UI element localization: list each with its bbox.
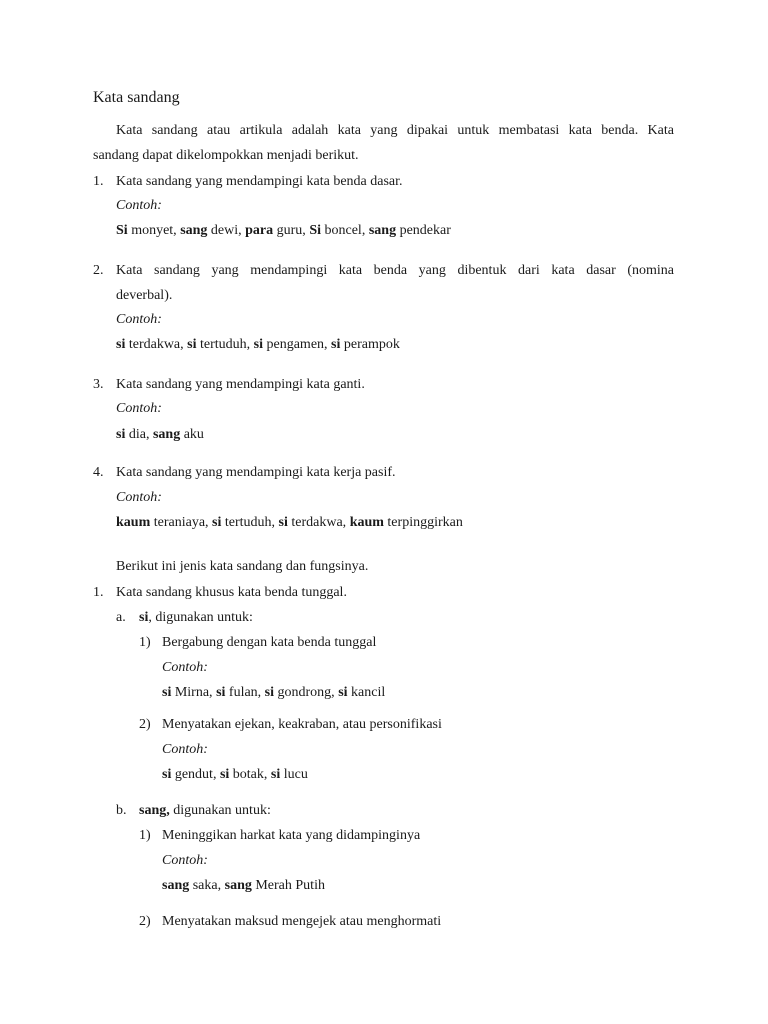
- example-article: kaum: [349, 515, 384, 530]
- sub-number: 2): [139, 914, 151, 929]
- example-line: [116, 336, 400, 354]
- example-article: si: [187, 337, 197, 352]
- example-article: si: [116, 337, 126, 352]
- list-item-text: Kata sandang yang mendampingi kata kerja pasif.: [116, 465, 396, 480]
- sub-item-text: Bergabung dengan kata benda tunggal: [162, 635, 377, 650]
- list-item-text: Kata sandang yang mendampingi kata ganti.: [116, 377, 365, 392]
- example-article: Si: [116, 223, 128, 238]
- example-noun: tertuduh,: [196, 337, 254, 352]
- example-noun: perampok: [340, 337, 400, 352]
- sub-number: 1): [139, 635, 151, 650]
- example-article: sang: [368, 223, 397, 238]
- example-noun: gendut,: [171, 767, 220, 782]
- example-line: [162, 684, 385, 702]
- example-noun: dewi,: [207, 223, 246, 238]
- example-label: Contoh:: [116, 490, 162, 505]
- intro-line-1: Kata sandang atau artikula adalah kata yang dipakai untuk membatasi kata benda. Kata: [116, 123, 674, 138]
- example-line: [116, 222, 451, 240]
- list-number: 4.: [93, 465, 104, 480]
- example-line: [162, 877, 325, 895]
- list-number: 1.: [93, 585, 104, 600]
- example-noun: aku: [180, 427, 204, 442]
- example-noun: guru,: [273, 223, 310, 238]
- example-noun: Mirna,: [171, 685, 217, 700]
- sub-item-text: Menyatakan ejekan, keakraban, atau personifikasi: [162, 717, 442, 732]
- example-article: sang: [162, 878, 190, 893]
- section-intro: Berikut ini jenis kata sandang dan fungsinya.: [116, 559, 369, 574]
- list-number: 1.: [93, 174, 104, 189]
- example-noun: dia,: [125, 427, 153, 442]
- example-article: si: [278, 515, 288, 530]
- example-noun: terpinggirkan: [383, 515, 463, 530]
- example-line: [116, 514, 463, 532]
- example-noun: Merah Putih: [251, 878, 325, 893]
- example-article: si: [331, 337, 341, 352]
- example-label: Contoh:: [162, 660, 208, 675]
- intro-line-2: sandang dapat dikelompokkan menjadi berikut.: [93, 148, 359, 163]
- example-noun: botak,: [229, 767, 271, 782]
- page-title: Kata sandang: [93, 89, 180, 106]
- sub-item-text: Menyatakan maksud mengejek atau menghormati: [162, 914, 442, 929]
- example-noun: kancil: [347, 685, 386, 700]
- example-noun: terdakwa,: [287, 515, 350, 530]
- example-label: Contoh:: [162, 853, 208, 868]
- example-noun: pendekar: [396, 223, 451, 238]
- example-label: Contoh:: [162, 742, 208, 757]
- example-article: si: [162, 685, 172, 700]
- sub-letter: b.: [116, 803, 127, 818]
- example-label: Contoh:: [116, 401, 162, 416]
- example-noun: pengamen,: [263, 337, 332, 352]
- example-article: si: [219, 767, 230, 782]
- sub-number: 2): [139, 717, 151, 732]
- list-item-text-cont: deverbal).: [116, 288, 173, 303]
- example-noun: terdakwa,: [125, 337, 188, 352]
- sub-letter: a.: [116, 610, 126, 625]
- example-noun: monyet,: [127, 223, 181, 238]
- example-noun: saka,: [189, 878, 225, 893]
- sub-number: 1): [139, 828, 151, 843]
- list-number: 2.: [93, 263, 104, 278]
- example-line: [116, 426, 204, 444]
- example-noun: boncel,: [321, 223, 369, 238]
- example-article: si: [212, 515, 222, 530]
- example-article: sang: [180, 223, 208, 238]
- sub-item-text: Meninggikan harkat kata yang didampinginya: [162, 828, 421, 843]
- example-label: Contoh:: [116, 312, 162, 327]
- example-article: si: [116, 427, 126, 442]
- list-item-text: Kata sandang yang mendampingi kata benda dasar.: [116, 174, 403, 189]
- example-noun: fulan,: [225, 685, 265, 700]
- example-article: si: [216, 685, 226, 700]
- example-article: si: [162, 767, 172, 782]
- example-label: Contoh:: [116, 198, 162, 213]
- list-item-text: Kata sandang yang mendampingi kata benda yang dibentuk dari kata dasar (nomina: [116, 263, 674, 278]
- example-noun: tertuduh,: [221, 515, 279, 530]
- list-number: 3.: [93, 377, 104, 392]
- example-article: si: [264, 685, 275, 700]
- example-article: kaum: [116, 515, 151, 530]
- example-article: si: [253, 337, 263, 352]
- example-noun: teraniaya,: [150, 515, 213, 530]
- example-article: si: [270, 767, 281, 782]
- example-article: para: [245, 223, 274, 238]
- example-article: sang: [224, 878, 252, 893]
- example-noun: gondrong,: [274, 685, 339, 700]
- example-line: [162, 766, 308, 784]
- example-article: Si: [309, 223, 321, 238]
- example-article: si: [338, 685, 348, 700]
- sub-heading: si, digunakan untuk:: [139, 610, 253, 625]
- example-article: sang: [152, 427, 181, 442]
- example-noun: lucu: [280, 767, 308, 782]
- sub-heading: sang, digunakan untuk:: [139, 803, 271, 818]
- list-item-text: Kata sandang khusus kata benda tunggal.: [116, 585, 347, 600]
